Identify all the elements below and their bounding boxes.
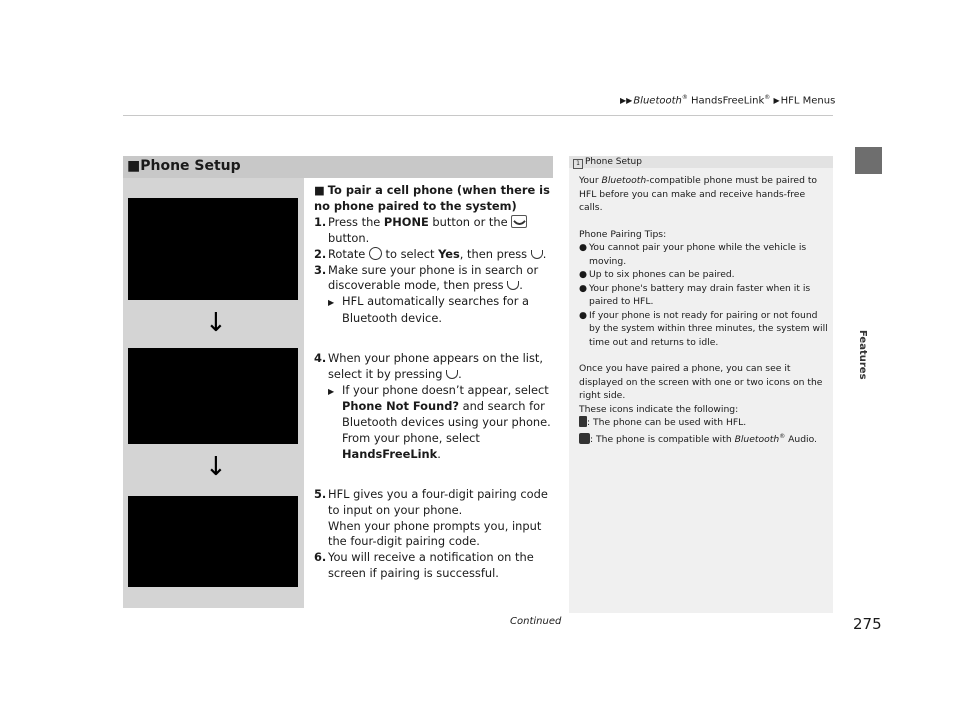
note-body: Your Bluetooth-compatible phone must be paired to HFL before you can make and receive hands-free calls. Phone Pairing Tips: ● You cannot pair your phone while the vehicle is moving. ● Up to six phones can be paired. ● Your phone's battery may drain faster when it is paired to HFL. ● If your phone is not ready for pairing or not found by the system within three minutes, the system will time out and returns to idle. Once you have paired a phone, you can see it displayed on the screen with one or two icons on the right side. These icons indicate the following: : The phone can be used with HFL. : The phone is compatible with Bluetooth® Audio. <box>579 175 828 445</box>
tip-item: ● You cannot pair your phone while the vehicle is moving. <box>579 242 807 267</box>
step-1: 1. Press the PHONE button or the button. <box>314 215 559 246</box>
screen-image-2 <box>128 348 298 444</box>
step-2: 2. Rotate to select Yes, then press . <box>314 246 547 261</box>
header-rule <box>123 115 833 116</box>
tip-item: ● Your phone's battery may drain faster when it is paired to HFL. <box>579 282 811 307</box>
page-number: 275 <box>853 615 882 633</box>
breadcrumb-arrow-icon: ▶ <box>773 96 780 106</box>
phone-pickup-button-icon <box>511 215 527 228</box>
chapter-tab <box>855 147 882 174</box>
selector-knob-icon <box>369 247 382 260</box>
press-knob-icon <box>507 281 519 290</box>
note-marker-icon: 1 <box>573 159 583 169</box>
step-4: 4. When your phone appears on the list, select it by pressing . <box>314 351 543 382</box>
tip-item: ● Up to six phones can be paired. <box>579 269 735 280</box>
press-knob-icon <box>531 250 543 259</box>
step-3: 3. Make sure your phone is in search or discoverable mode, then press . <box>314 262 539 293</box>
step-6: 6. You will receive a notification on the screen if pairing is successful. <box>314 550 534 580</box>
tip-item: ● If your phone is not ready for pairing or not found by the system within three minutes, the system will time out and returns to idle. <box>579 309 828 348</box>
instructions <box>314 183 559 581</box>
step-4-note: ▶ If your phone doesn’t appear, select Phone Not Found? and search for Bluetooth devices using your phone. From your phone, select HandsFreeLink. <box>328 382 551 461</box>
note-arrow-icon: ▶ <box>328 386 335 396</box>
chapter-label: Features <box>857 330 868 380</box>
screen-image-3 <box>128 496 298 587</box>
section-title: ■Phone Setup <box>127 158 241 174</box>
note-arrow-icon: ▶ <box>328 297 335 307</box>
continued-label: Continued <box>510 616 562 627</box>
down-arrow-icon: ↓ <box>205 308 227 338</box>
screen-image-1 <box>128 198 298 300</box>
breadcrumb: ▶▶Bluetooth® HandsFreeLink® ▶HFL Menus <box>620 94 836 107</box>
note-title: 1 Phone Setup <box>573 157 642 169</box>
down-arrow-icon: ↓ <box>205 452 227 482</box>
breadcrumb-arrow-icon: ▶▶ <box>620 96 633 106</box>
hfl-phone-icon <box>579 416 587 427</box>
step-3-note: ▶ HFL automatically searches for a Bluetooth device. <box>328 293 530 325</box>
step-5: 5. HFL gives you a four-digit pairing code to input on your phone. When your phone prompts you, input the four-digit pairing code. <box>314 487 548 549</box>
press-knob-icon <box>446 370 458 379</box>
bluetooth-audio-icon <box>579 433 590 444</box>
instructions-heading: ■ To pair a cell phone (when there is no phone paired to the system) <box>314 183 550 213</box>
